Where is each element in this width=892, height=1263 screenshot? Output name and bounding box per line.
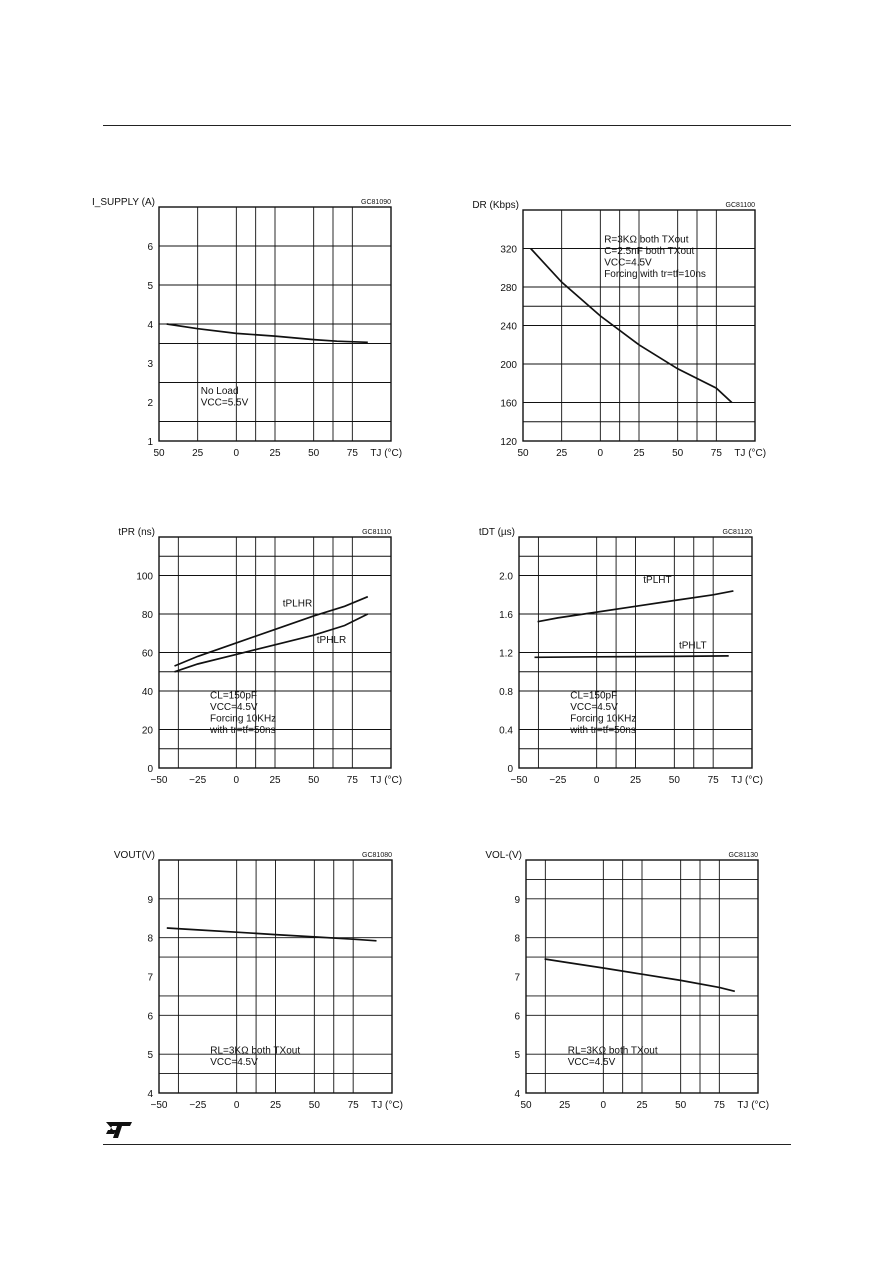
x-axis-label: TJ (°C) <box>370 448 403 459</box>
chart-c3 <box>118 527 402 786</box>
y-tick-label: 6 <box>147 242 153 253</box>
x-tick-label: 50 <box>668 775 680 786</box>
y-tick-label: 5 <box>147 281 153 292</box>
x-tick-label: 0 <box>233 448 240 459</box>
x-tick-label: 25 <box>629 775 642 786</box>
series-label: tPLHR <box>282 598 313 610</box>
x-tick-label: 0 <box>593 775 600 786</box>
chart-code: GC81130 <box>728 852 758 859</box>
x-tick-label: 75 <box>346 448 358 459</box>
y-tick-label: 0.4 <box>499 725 513 737</box>
annotation-line: VCC=4.5V <box>567 1056 616 1068</box>
x-tick-label: 50 <box>520 1100 532 1111</box>
chart-code: GC81100 <box>725 202 755 209</box>
x-tick-label: −25 <box>189 775 207 786</box>
chart-code: GC81120 <box>722 529 752 536</box>
chart-code: GC81090 <box>361 199 391 206</box>
y-axis-label: tPR (ns) <box>118 527 155 538</box>
x-axis-label: TJ (°C) <box>370 775 403 786</box>
x-axis-label: TJ (°C) <box>737 1100 770 1111</box>
y-tick-label: 5 <box>147 1050 153 1062</box>
x-tick-label: 50 <box>153 448 165 459</box>
y-tick-label: 20 <box>141 725 153 737</box>
y-tick-label: 2 <box>147 398 153 409</box>
x-tick-label: −25 <box>189 1100 207 1111</box>
annotation-line: CL=150pF <box>210 690 258 702</box>
y-tick-label: 160 <box>500 398 517 410</box>
x-tick-label: 75 <box>713 1100 725 1111</box>
x-tick-label: 75 <box>710 448 722 459</box>
y-tick-label: 100 <box>136 571 153 583</box>
y-tick-label: 6 <box>147 1011 153 1023</box>
series-line <box>535 656 729 657</box>
y-tick-label: 40 <box>141 687 153 698</box>
annotation-line: VCC=5.5V <box>200 397 249 409</box>
chart-c6 <box>485 850 769 1111</box>
x-tick-label: 25 <box>192 448 204 459</box>
x-tick-label: 75 <box>346 775 358 786</box>
annotation-line: Forcing 10KHz <box>210 713 277 725</box>
x-tick-label: 25 <box>633 448 645 459</box>
y-tick-label: 120 <box>500 437 517 448</box>
x-tick-label: 50 <box>308 448 320 459</box>
annotation-line: RL=3KΩ both TXout <box>567 1045 658 1057</box>
annotation-line: VCC=4.5V <box>210 1056 258 1068</box>
y-axis-label: VOL-(V) <box>485 850 522 861</box>
y-tick-label: 8 <box>147 933 153 945</box>
y-tick-label: 60 <box>141 648 153 660</box>
y-tick-label: 0 <box>507 764 513 775</box>
y-tick-label: 0.8 <box>499 687 513 698</box>
x-tick-label: 75 <box>347 1100 359 1111</box>
x-tick-label: 25 <box>269 448 281 459</box>
st-logo-icon <box>104 1120 134 1140</box>
x-tick-label: −50 <box>150 775 168 786</box>
series-line <box>167 324 368 342</box>
annotation-line: with tr=tf=50ns <box>570 725 636 737</box>
x-tick-label: −25 <box>549 775 567 786</box>
x-tick-label: 50 <box>517 448 529 459</box>
x-tick-label: 75 <box>707 775 719 786</box>
series-line <box>167 928 377 941</box>
series-label: tPLHT <box>643 575 672 587</box>
x-tick-label: 25 <box>556 448 568 459</box>
series-line <box>175 597 368 666</box>
x-tick-label: 0 <box>597 448 604 459</box>
y-axis-label: VOUT(V) <box>113 850 155 861</box>
y-tick-label: 1.2 <box>499 648 513 660</box>
chart-c1 <box>92 197 402 459</box>
annotation-line: VCC=4.5V <box>570 702 618 714</box>
x-tick-label: 50 <box>308 775 320 786</box>
x-tick-label: 25 <box>636 1100 648 1111</box>
chart-c4 <box>479 527 763 786</box>
annotation-line: VCC=4.5V <box>604 257 652 269</box>
x-tick-label: 50 <box>308 1100 320 1111</box>
y-tick-label: 6 <box>514 1011 520 1023</box>
annotation-line: with tr=tf=50ns <box>210 725 276 737</box>
x-tick-label: 0 <box>233 775 240 786</box>
y-tick-label: 2.0 <box>499 571 513 583</box>
annotation-line: No Load <box>200 386 239 398</box>
y-tick-label: 1.6 <box>499 610 513 621</box>
annotation-line: R=3KΩ both TXout <box>604 234 689 246</box>
y-tick-label: 320 <box>500 244 517 256</box>
y-tick-label: 9 <box>147 894 153 906</box>
y-tick-label: 7 <box>147 972 153 984</box>
series-line <box>545 959 735 991</box>
x-axis-label: TJ (°C) <box>734 448 767 459</box>
y-tick-label: 0 <box>147 764 153 775</box>
y-tick-label: 4 <box>514 1089 520 1100</box>
annotation-line: RL=3KΩ both TXout <box>210 1045 301 1057</box>
x-tick-label: 25 <box>559 1100 571 1111</box>
y-tick-label: 9 <box>514 894 520 906</box>
y-tick-label: 240 <box>500 321 517 333</box>
y-axis-label: DR (Kbps) <box>472 200 519 211</box>
y-tick-label: 3 <box>147 359 153 370</box>
x-tick-label: 0 <box>600 1100 607 1111</box>
y-axis-label: I_SUPPLY (A) <box>92 197 155 208</box>
y-tick-label: 8 <box>514 933 520 945</box>
y-tick-label: 280 <box>500 283 517 294</box>
annotation-line: VCC=4.5V <box>210 702 258 714</box>
x-tick-label: −50 <box>510 775 528 786</box>
x-tick-label: −50 <box>150 1100 168 1111</box>
y-tick-label: 4 <box>147 1089 153 1100</box>
x-tick-label: 25 <box>269 1100 282 1111</box>
y-tick-label: 5 <box>514 1050 520 1062</box>
annotation-line: CL=150pF <box>570 690 618 702</box>
x-tick-label: 50 <box>672 448 684 459</box>
x-tick-label: 50 <box>675 1100 687 1111</box>
x-tick-label: 25 <box>269 775 281 786</box>
series-label: tPHLR <box>316 634 347 646</box>
y-tick-label: 7 <box>514 972 520 984</box>
chart-c2 <box>472 200 766 459</box>
y-tick-label: 200 <box>500 360 517 371</box>
annotation-line: C=2.5nF both TXout <box>604 245 695 257</box>
annotation-line: Forcing 10KHz <box>570 713 637 725</box>
y-tick-label: 1 <box>147 437 153 448</box>
chart-c5 <box>114 850 403 1111</box>
x-axis-label: TJ (°C) <box>731 775 763 786</box>
x-axis-label: TJ (°C) <box>371 1100 403 1111</box>
y-tick-label: 80 <box>141 610 153 621</box>
y-tick-label: 4 <box>147 320 153 331</box>
y-axis-label: tDT (µs) <box>478 527 515 538</box>
x-tick-label: 0 <box>233 1100 240 1111</box>
chart-code: GC81080 <box>362 852 392 859</box>
chart-code: GC81110 <box>362 529 391 536</box>
annotation-line: Forcing with tr=tf=10ns <box>604 268 706 280</box>
series-label: tPHLT <box>678 640 707 652</box>
